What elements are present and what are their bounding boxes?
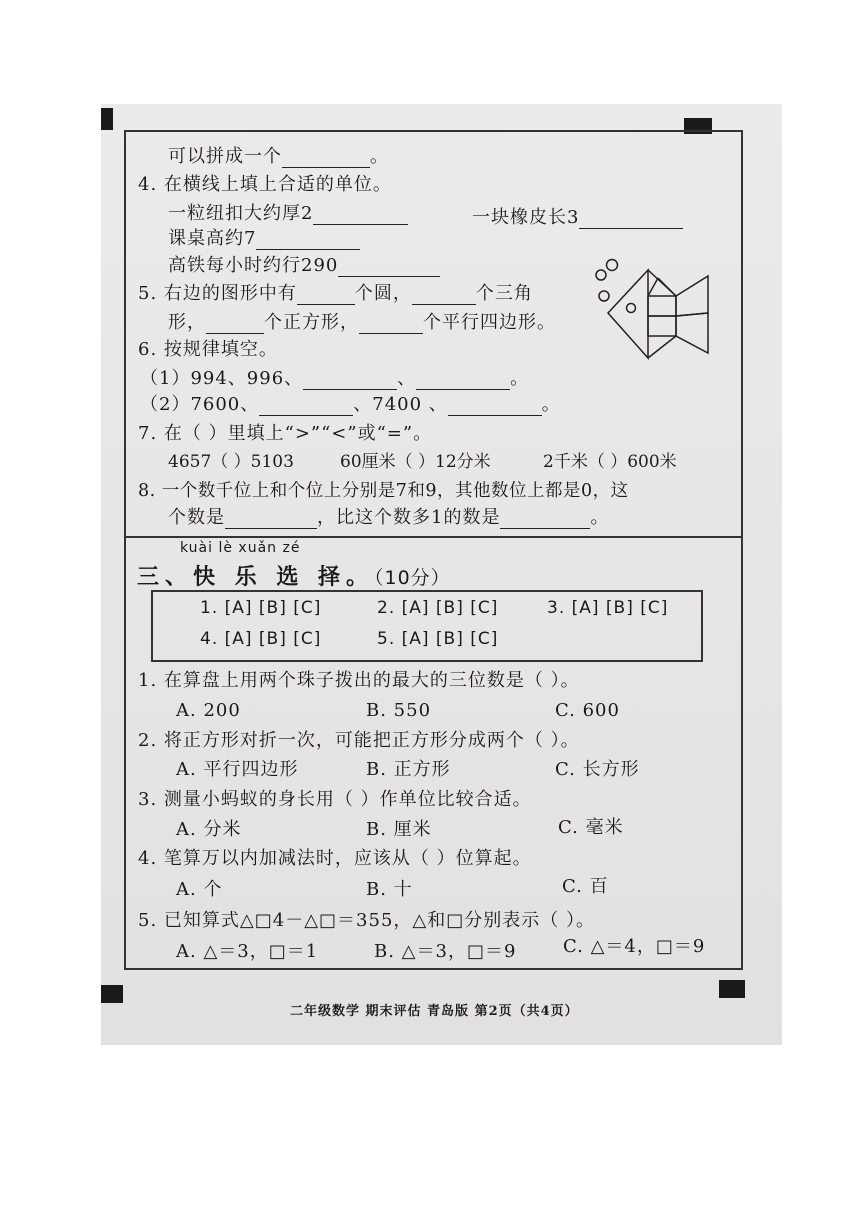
q7-item-a: 4657（ ）5103 [168,452,294,472]
choice-2-option-a[interactable]: A. 平行四边形 [176,759,299,780]
bubble-circle [599,291,609,301]
tail-parallelogram [676,313,708,353]
q7-title: 7. 在（ ）里填上“>”“<”或“=”。 [138,423,433,444]
answer-row-1[interactable]: 1. [A] [B] [C] [200,598,322,618]
q5-line1: 5. 右边的图形中有 个圆， 个三角 [138,283,533,304]
body-square [648,316,676,336]
choice-question-1: 1. 在算盘上用两个珠子拨出的最大的三位数是（ ）。 [138,670,580,691]
fish-shapes-figure [588,258,713,363]
q6-blank-2[interactable] [416,371,510,390]
choice-5-option-a[interactable]: A. △＝3，□＝1 [176,941,319,962]
answer-row-2[interactable]: 2. [A] [B] [C] [377,598,499,618]
choice-3-option-a[interactable]: A. 分米 [176,819,242,840]
q4-item-b: 一块橡皮长3 [472,207,683,229]
corner-mark-bottom-right [719,980,745,998]
q7-item-b: 60厘米（ ）12分米 [340,452,491,472]
q4-title: 4. 在横线上填上合适的单位。 [138,174,392,195]
q6-blank-4[interactable] [448,397,542,416]
q8-line1: 8. 一个数千位上和个位上分别是7和9，其他数位上都是0，这 [138,481,629,501]
choice-1-option-a[interactable]: A. 200 [176,700,241,721]
q5-blank-triangles[interactable] [412,286,476,305]
q5-blank-circles[interactable] [297,286,355,305]
q3-blank[interactable] [282,149,370,168]
choice-question-5: 5. 已知算式△□4－△□＝355，△和□分别表示（ ）。 [138,910,595,931]
q4-blank-d[interactable] [338,258,440,277]
choice-4-option-b[interactable]: B. 十 [366,879,413,900]
q4-blank-c[interactable] [256,231,360,250]
answer-row-3[interactable]: 3. [A] [B] [C] [547,598,669,618]
choice-2-option-c[interactable]: C. 长方形 [555,759,640,780]
choice-3-option-b[interactable]: B. 厘米 [366,819,432,840]
answer-row-5[interactable]: 5. [A] [B] [C] [377,629,499,649]
q6-row1: （1）994、996、 、 。 [140,368,530,389]
q4-blank-a[interactable] [313,206,408,225]
choice-question-3: 3. 测量小蚂蚁的身长用（ ）作单位比较合适。 [138,789,532,810]
q6-row2: （2）7600、 、7400 、 。 [140,394,561,415]
q5-blank-parallelograms[interactable] [359,315,423,334]
section3-title: 三、快 乐 选 择。（10分） [137,565,451,590]
q4-item-a: 一粒纽扣大约厚2 [168,203,408,225]
choice-4-option-c[interactable]: C. 百 [562,876,609,897]
head-triangle [608,270,648,358]
section3-pinyin: kuài lè xuǎn zé [180,540,301,556]
q4-item-c: 课桌高约7 [168,228,360,250]
q6-blank-3[interactable] [259,397,353,416]
eye-circle [627,304,636,313]
corner-mark-bottom-left [101,985,123,1003]
bubble-circle [607,260,618,271]
q5-blank-squares[interactable] [206,315,264,334]
choice-2-option-b[interactable]: B. 正方形 [366,759,451,780]
q5-line2: 形， 个正方形， 个平行四边形。 [168,312,556,333]
choice-question-4: 4. 笔算万以内加减法时，应该从（ ）位算起。 [138,848,532,869]
corner-mark-top-left [101,108,113,130]
section-divider [124,536,743,538]
q6-blank-1[interactable] [303,371,397,390]
q4-blank-b[interactable] [579,210,683,229]
q8-blank-1[interactable] [225,510,317,529]
choice-1-option-b[interactable]: B. 550 [366,700,432,721]
choice-question-2: 2. 将正方形对折一次，可能把正方形分成两个（ ）。 [138,730,580,751]
choice-3-option-c[interactable]: C. 毫米 [558,817,624,838]
q4-item-d: 高铁每小时约行290 [168,255,440,277]
q7-item-c: 2千米（ ）600米 [543,452,677,472]
choice-1-option-c[interactable]: C. 600 [555,700,620,721]
choice-5-option-c[interactable]: C. △＝4，□＝9 [563,936,706,957]
q8-blank-2[interactable] [500,510,590,529]
choice-4-option-a[interactable]: A. 个 [176,879,223,900]
q8-line2: 个数是 ，比这个数多1的数是 。 [168,507,610,528]
q6-title: 6. 按规律填空。 [138,339,278,360]
body-square [648,296,676,316]
bubble-circle [596,270,606,280]
answer-row-4[interactable]: 4. [A] [B] [C] [200,629,322,649]
choice-5-option-b[interactable]: B. △＝3，□＝9 [374,941,517,962]
tail-parallelogram [676,276,708,316]
q3-tail: 可以拼成一个 。 [168,146,389,167]
page-footer: 二年级数学 期末评估 青岛版 第2页（共4页） [290,1004,579,1019]
